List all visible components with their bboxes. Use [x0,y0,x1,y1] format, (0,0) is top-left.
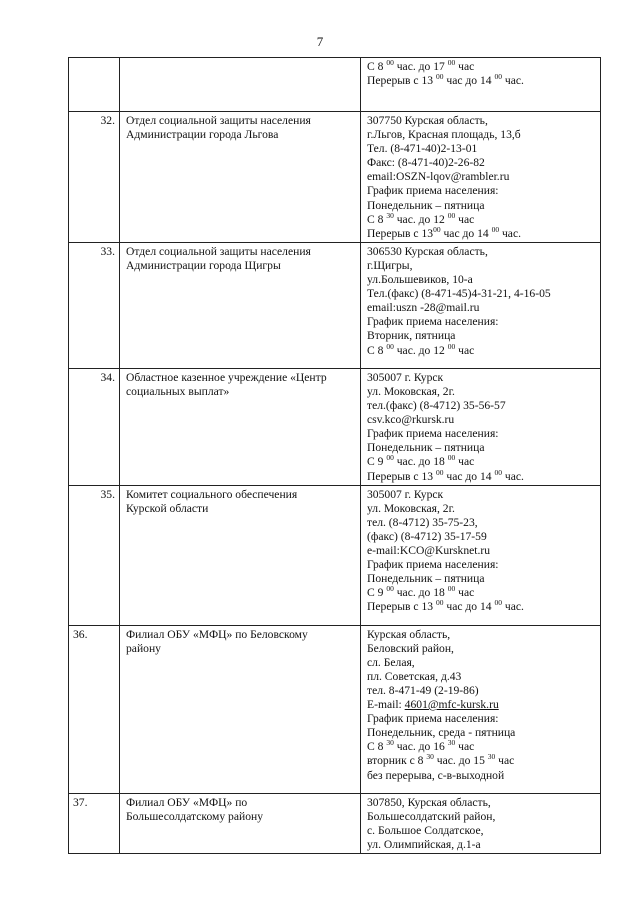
contact-info [361,242,601,368]
contact-info [361,625,601,793]
table-row [69,58,601,112]
table-row [69,112,601,243]
info-line: с. Большое Солдатское, [367,823,484,837]
info-line: csv.kco@rkursk.ru [367,413,455,427]
table-row [69,793,601,853]
org-line: Курской области [126,501,209,515]
time-minutes: 30 [386,210,394,220]
org-line: Администрации города Льгова [126,128,279,142]
row-number [69,58,120,112]
page-number: 7 [316,34,324,49]
email-link[interactable]: 4601@mfc-kursk.ru [404,698,499,712]
info-line: e-mail:KCO@Kursknet.ru [367,543,491,557]
time-minutes: 00 [447,58,456,67]
info-line: 305007 г. Курск [367,370,444,384]
info-line: Перерыв с 13 $^{00}$ час до 14 $^{00}$ час. [367,598,524,614]
table-row [69,368,601,485]
info-line: ул. Моковская, 2г. [367,501,455,515]
info-line: Понедельник – пятница [367,198,485,212]
time-minutes: 00 [386,341,394,351]
info-line: С 8 $^{00}$ час. до 12 $^{00}$ час [367,341,475,357]
organization-name [120,242,361,368]
info-line: Факс: (8-471-40)2-26-82 [367,156,485,170]
org-line: Филиал ОБУ «МФЦ» по Беловскому [126,627,308,641]
time-minutes: 00 [494,467,502,477]
info-line: 307850, Курская область, [367,795,491,809]
contact-info [361,793,601,853]
row-number: 32. [69,112,120,243]
info-line: Перерыв с $13^{00}$ час до 14 $^{00}$ час. [367,224,521,240]
info-line: 305007 г. Курск [367,487,444,501]
info-line: С 8 $^{30}$ час. до 16 $^{30}$ час [367,738,475,754]
organization-name [120,485,361,625]
info-line: Тел.(факс) (8-471-45)4-31-21, 4-16-05 [367,287,551,301]
info-line: С 8 $^{30}$ час. до 12 $^{00}$ час [367,210,475,226]
info-line: (факс) (8-4712) 35-17-59 [367,529,487,543]
table-row [69,625,601,793]
info-line: сл. Белая, [367,655,415,669]
info-line: Беловский район, [367,641,454,655]
time-minutes: 30 [447,738,456,748]
time-minutes: 30 [426,752,434,762]
info-line: E-mail: 4601@mfc-kursk.ru [367,698,499,712]
info-line: Большесолдатский район, [367,809,496,823]
org-line: Областное казенное учреждение «Центр [126,370,327,384]
time-minutes: 30 [386,738,394,748]
info-line: ул. Моковская, 2г. [367,384,455,398]
time-minutes: 00 [447,584,456,594]
info-line: График приема населения: [367,427,499,441]
info-line: Понедельник – пятница [367,441,485,455]
time-minutes: 00 [494,72,502,82]
time-minutes: 00 [386,584,394,594]
time-minutes: 00 [435,598,444,608]
info-line: График приема населения: [367,712,499,726]
info-line: без перерыва, с-в-выходной [367,768,505,782]
row-number: 37. [69,793,120,853]
organization-name [120,793,361,853]
info-line: email:uszn -28@mail.ru [367,301,480,315]
info-line: Курская область, [367,627,451,641]
organization-name [120,368,361,485]
info-line: пл. Советская, д.43 [367,669,462,683]
contact-info [361,58,601,112]
contact-info [361,485,601,625]
org-line: социальных выплат» [126,384,230,398]
org-line: Администрации города Щигры [126,258,281,272]
time-minutes: 00 [447,210,456,220]
info-line: тел. (8-4712) 35-75-23, [367,515,478,529]
org-line: Отдел социальной защиты населения [126,244,311,258]
contact-info [361,368,601,485]
time-minutes: 00 [447,453,456,463]
info-line: Понедельник, среда - пятница [367,726,516,740]
time-minutes: 00 [386,453,394,463]
info-line: вторник с 8 $^{30}$ час. до 15 $^{30}$ час [367,752,515,768]
org-line: району [126,641,161,655]
table-row [69,485,601,625]
info-line: г.Льгов, Красная площадь, 13,б [367,128,521,142]
info-line: ул.Большевиков, 10-а [367,273,473,287]
info-line: С 9 $^{00}$ час. до 18 $^{00}$ час [367,453,475,469]
org-line: Большесолдатскому району [126,809,264,823]
info-line: Вторник, пятница [367,329,456,343]
time-minutes: 30 [487,752,496,762]
row-number: 33. [69,242,120,368]
info-line: email:OSZN-lqov@rambler.ru [367,170,510,184]
info-line: 307750 Курская область, [367,114,488,127]
info-line: тел.(факс) (8-4712) 35-56-57 [367,399,506,413]
time-minutes: 00 [435,467,444,477]
info-line: Тел. (8-471-40)2-13-01 [367,142,478,156]
time-minutes: 00 [491,224,500,234]
time-minutes: 00 [435,72,444,82]
info-line: ул. Олимпийская, д.1-а [367,837,481,851]
info-line: Перерыв с 13 $^{00}$ час до 14 $^{00}$ час. [367,467,524,483]
info-line: С 9 $^{00}$ час. до 18 $^{00}$ час [367,584,475,600]
info-line: 306530 Курская область, [367,244,488,258]
row-number: 35. [69,485,120,625]
org-line: Отдел социальной защиты населения [126,114,311,127]
info-line: Перерыв с 13 $^{00}$ час до 14 $^{00}$ час. [367,72,524,88]
info-line: График приема населения: [367,184,499,198]
table-row [69,242,601,368]
organization-name [120,625,361,793]
info-line: тел. 8-471-49 (2-19-86) [367,683,479,697]
time-minutes: 00 [433,224,441,234]
info-line: График приема населения: [367,558,499,572]
info-line: г.Щигры, [367,258,413,272]
organization-name [120,58,361,112]
org-line: Филиал ОБУ «МФЦ» по [126,795,248,809]
row-number: 36. [69,625,120,793]
offices-table [68,57,601,854]
time-minutes: 00 [494,598,502,608]
info-line: График приема населения: [367,315,499,329]
contact-info [361,112,601,243]
info-line: Понедельник – пятница [367,572,485,586]
time-minutes: 00 [447,341,456,351]
info-line: С 8 $^{00}$ час. до 17 $^{00}$ час [367,58,475,73]
row-number: 34. [69,368,120,485]
org-line: Комитет социального обеспечения [126,487,298,501]
organization-name [120,112,361,243]
time-minutes: 00 [386,58,394,67]
